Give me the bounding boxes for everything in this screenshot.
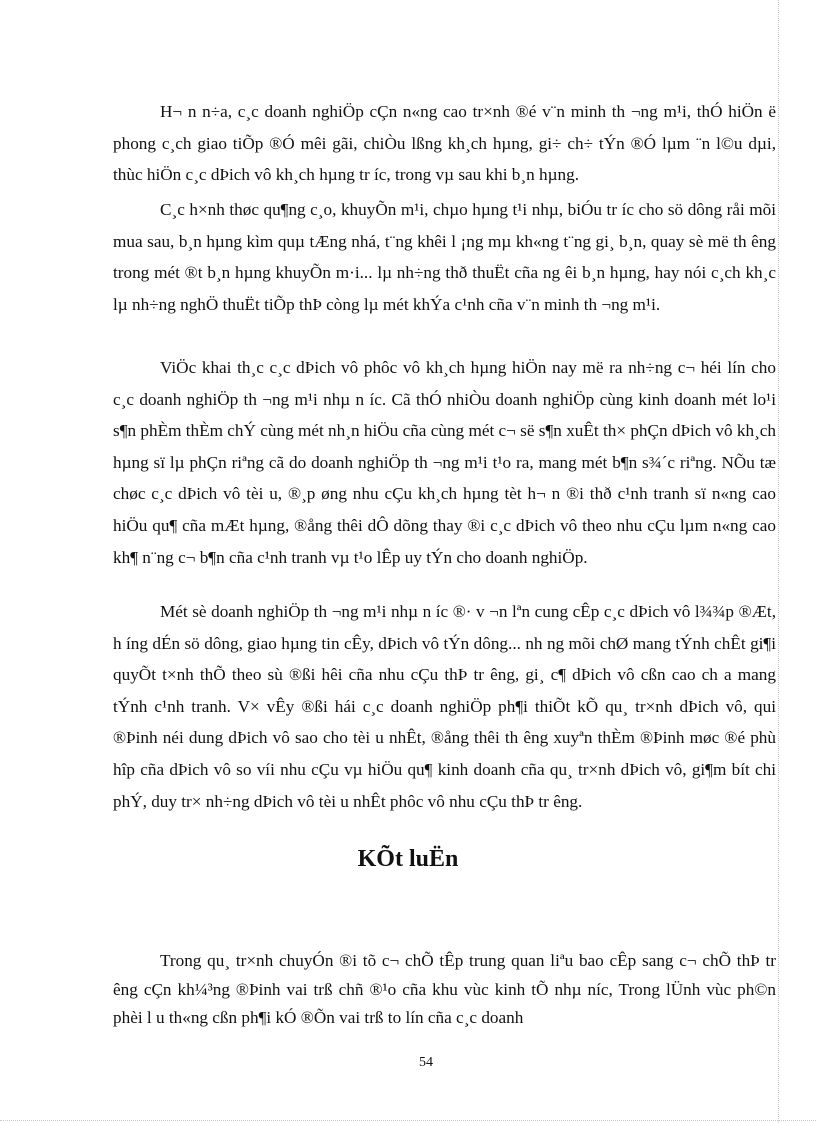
body-paragraph-2: C¸c h×nh thøc qu¶ng c¸o, khuyÕn m¹i, chµo hµng t¹i nhµ, biÓu tr íc cho sö dông råi mõi mua sau, b¸n hµng kìm quµ tÆng nhá, t¨ng khêi l ¡ng mµ kh«ng t¨ng gi¸ b¸n, quay sè më th êng trong mét ®t b¸n hµng khuyÕn m·i... lµ nh÷ng thð thuËt cña ng êi b¸n hµng, hay nói c¸ch kh¸c lµ nh÷ng nghÖ thuËt tiÕp thÞ còng lµ mét khÝa c¹nh cña v¨n minh th ¬ng m¹i. (113, 200, 776, 314)
body-paragraph-5: Trong qu¸ tr×nh chuyÓn ®i tõ c¬ chÕ tÊp trung quan liªu bao cÊp sang c¬ chÕ thÞ tr êng cÇn kh¼³ng ®Þinh vai trß chñ ®¹o cña khu vùc kinh tÕ nhµ níc, Trong lÜnh vùc ph©n phèi l u th«ng cßn ph¶i kÓ ®Õn vai trß to lín cña c¸c doanh (113, 951, 776, 1027)
page-bottom-divider (0, 1120, 816, 1121)
section-heading-conclusion: KÕt luËn (357, 846, 459, 872)
page-number: 54 (419, 1055, 433, 1070)
page-edge-divider (778, 0, 779, 1123)
body-paragraph-1: H¬ n n÷a, c¸c doanh nghiÖp cÇn n«ng cao tr×nh ®é v¨n minh th ¬ng m¹i, thÓ hiÖn ë phong c¸ch giao tiÕp ®Ó mêi gãi, chiÒu lßng kh¸ch hµng, gi÷ ch÷ tÝn ®Ó lµm ¨n l©u dµi, thùc hiÖn c¸c dÞich vô kh¸ch hµng tr íc, trong vµ sau khi b¸n hµng. (113, 102, 776, 185)
body-paragraph-4: Mét sè doanh nghiÖp th ¬ng m¹i nhµ n íc ®· v ¬n lªn cung cÊp c¸c dÞich vô l¾¾p ®Æt, h íng dÉn sö dông, giao hµng tin cÊy, dÞich vô tÝn dông... nh ng mõi chØ mang tÝnh chÊt gi¶i quyÕt t×nh thÕ theo sù ®ßi hêi cña nhu cÇu thÞ tr êng, gi¸ c¶ dÞich vô cßn cao ch a mang tÝnh c¹nh tranh. V× vÊy ®ßi hái c¸c doanh nghiÖp ph¶i thiÕt kÕ qu¸ tr×nh dÞich vô, qui ®Þinh néi dung dÞich vô sao cho tèi u nhÊt, ®ång thêi th êng xuyªn thÈm ®Þinh møc ®é phù hîp cña dÞich vô so víi nhu cÇu vµ hiÖu qu¶ kinh doanh cña qu¸ tr×nh dÞich vô, gi¶m bít chi phÝ, duy tr× nh÷ng dÞich vô tèi u nhÊt phôc vô nhu cÇu thÞ tr êng. (113, 602, 776, 811)
body-paragraph-3: ViÖc khai th¸c c¸c dÞich vô phôc vô kh¸ch hµng hiÖn nay më ra nh÷ng c¬ héi lín cho c¸c doanh nghiÖp th ¬ng m¹i nhµ n íc. Cã thÓ nhiÒu doanh nghiÖp cùng kinh doanh mét lo¹i s¶n phÈm thÈm chÝ cùng mét nh¸n hiÖu cña cùng mét c¬ së s¶n xuÊt th× phÇn dÞich vô kh¸ch hµng sï lµ phÇn riªng cã do doanh nghiÖp th ¬ng m¹i t¹o ra, mang mét b¶n s¾´c riªng. NÕu tæ chøc c¸c dÞich vô tèi u, ®¸p øng nhu cÇu kh¸ch hµng tèt h¬ n ®i thð c¹nh tranh sï n«ng cao hiÖu qu¶ cña mÆt hµng, ®ång thêi dÔ dõng thay ®i c¸c dÞich vô theo nhu cÇu lµm n«ng cao kh¶ n¨ng c¬ b¶n cña c¹nh tranh vµ t¹o lÊp uy tÝn cho doanh nghiÖp. (113, 358, 776, 567)
